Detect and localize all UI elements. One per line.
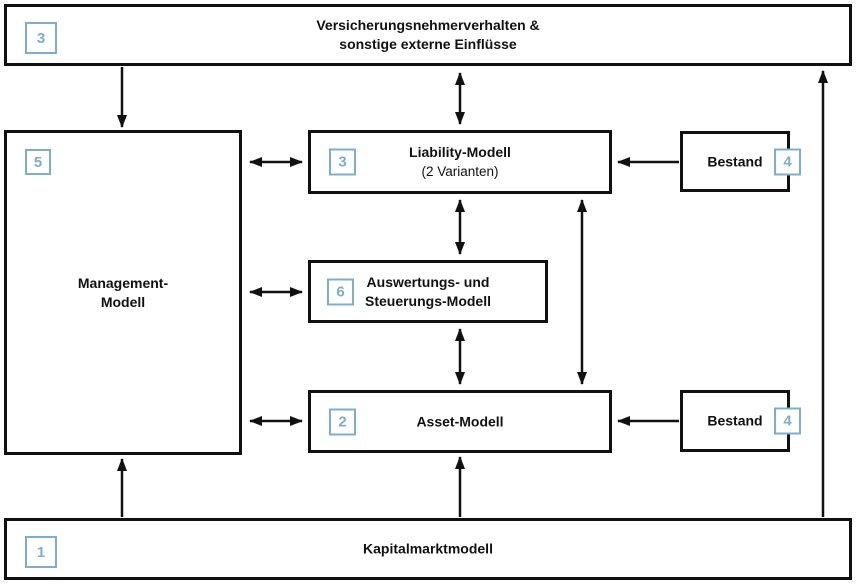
node-liability-modell — [308, 130, 612, 194]
bestand-liability-title: Bestand — [707, 153, 763, 169]
node-management-modell — [4, 130, 242, 455]
badge-management-modell: 5 — [25, 149, 51, 175]
node-external-influences — [4, 4, 852, 66]
external-influences-label — [7, 16, 849, 54]
badge-asset-modell: 2 — [329, 408, 356, 435]
badge-bestand-liability: 4 — [774, 148, 801, 175]
badge-liability-modell: 3 — [329, 149, 356, 176]
asset-modell-label — [311, 412, 609, 431]
node-bestand-asset — [680, 390, 790, 452]
badge-bestand-asset: 4 — [774, 408, 801, 435]
external-influences-line2: sonstige externe Einflüsse — [339, 36, 517, 52]
kapitalmarktmodell-title: Kapitalmarktmodell — [363, 540, 493, 557]
badge-external-influences: 3 — [25, 22, 57, 54]
node-asset-modell — [308, 390, 612, 453]
auswertungs-steuerungs-line2: Steuerungs-Modell — [364, 292, 491, 309]
badge-kapitalmarktmodell: 1 — [25, 536, 57, 568]
auswertungs-steuerungs-line1: Auswertungs- und — [366, 273, 490, 290]
liability-modell-title: Liability-Modell — [409, 144, 511, 160]
liability-modell-label — [311, 143, 609, 181]
badge-auswertungs-steuerungs-modell: 6 — [327, 278, 354, 305]
node-auswertungs-steuerungs-modell — [308, 260, 548, 323]
node-bestand-liability — [680, 131, 790, 192]
bestand-liability-label — [683, 152, 787, 171]
bestand-asset-title: Bestand — [707, 412, 763, 429]
auswertungs-steuerungs-modell-label — [311, 273, 545, 311]
asset-modell-title: Asset-Modell — [416, 413, 504, 429]
management-modell-label — [7, 274, 239, 312]
kapitalmarktmodell-label — [7, 540, 849, 559]
liability-modell-subtitle: (2 Varianten) — [421, 164, 499, 179]
bestand-asset-label — [683, 412, 787, 431]
management-modell-line1: Management- — [77, 274, 169, 291]
external-influences-line1: Versicherungsnehmerverhalten & — [316, 17, 540, 33]
node-kapitalmarktmodell — [4, 518, 852, 580]
management-modell-line2: Modell — [100, 293, 146, 310]
